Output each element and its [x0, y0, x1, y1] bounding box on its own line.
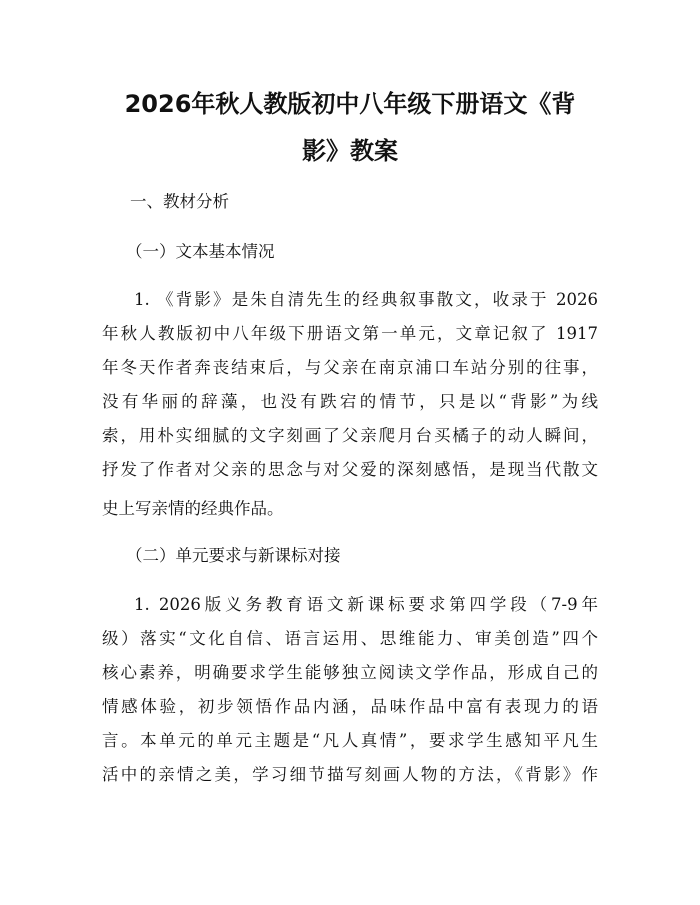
document-title-line-2: 影》教案 [302, 137, 398, 165]
subsection-heading-text-basics: （一）文本基本情况 [126, 242, 275, 261]
paragraph-1-line: 抒发了作者对父亲的思念与对父爱的深刻感悟，是现当代散文 [102, 460, 598, 479]
paragraph-1-line: 年冬天作者奔丧结束后，与父亲在南京浦口车站分别的往事， [102, 358, 598, 377]
paragraph-2-line: 言。本单元的单元主题是“凡人真情”，要求学生感知平凡生 [102, 731, 598, 750]
paragraph-2-line: 核心素养，明确要求学生能够独立阅读文学作品，形成自己的 [102, 663, 598, 682]
paragraph-1-line: 没有华丽的辞藻，也没有跌宕的情节，只是以“背影”为线 [102, 392, 598, 411]
paragraph-2-line: 级）落实“文化自信、语言运用、思维能力、审美创造”四个 [102, 629, 598, 648]
section-heading-textbook-analysis: 一、教材分析 [130, 192, 229, 211]
paragraph-2-line: 情感体验，初步领悟作品内涵，品味作品中富有表现力的语 [102, 697, 598, 716]
paragraph-1-line: 索，用朴实细腻的文字刻画了父亲爬月台买橘子的动人瞬间， [102, 426, 598, 445]
paragraph-2-line: 活中的亲情之美，学习细节描写刻画人物的方法，《背影》作 [102, 765, 598, 784]
paragraph-1-line: 1. 《背影》是朱自清先生的经典叙事散文，收录于 2026 [134, 290, 598, 309]
paragraph-2-line: 1. 2026版义务教育语文新课标要求第四学段（7-9年 [134, 595, 598, 614]
document-title-line-1: 2026年秋人教版初中八年级下册语文《背 [124, 90, 576, 118]
paragraph-1-line: 史上写亲情的经典作品。 [102, 499, 284, 518]
subsection-heading-unit-requirements: （二）单元要求与新课标对接 [126, 546, 341, 565]
paragraph-1-line: 年秋人教版初中八年级下册语文第一单元，文章记叙了 1917 [102, 324, 598, 343]
